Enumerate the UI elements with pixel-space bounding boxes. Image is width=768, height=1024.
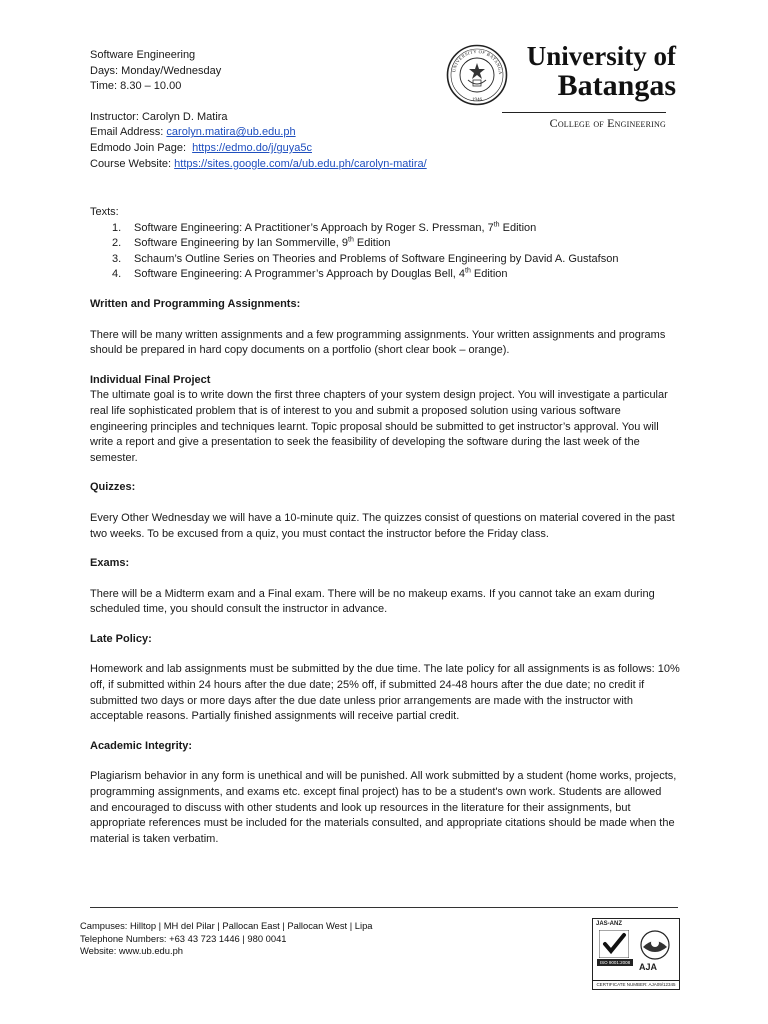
email-link[interactable]: carolyn.matira@ub.edu.ph: [166, 126, 296, 139]
late-policy-heading: Late Policy:: [90, 632, 152, 645]
late-policy-body: Homework and lab assignments must be submitted by the due time. The late policy for all assignments is as follows: 10% off, if submitted within 24 hours after the due date; 25% off, if submitted 24-48 hours after the due date; no credit if submitted two days or more days after the due date unless prior arrangements are made with the instructor with acceptable reasons. Partially finished assignments will receive partial credit.: [90, 663, 680, 723]
footer-website: Website: www.ub.edu.ph: [80, 945, 184, 957]
aja-globe-icon: [639, 929, 671, 961]
academic-integrity-heading: Academic Integrity:: [90, 739, 193, 752]
texts-label: Texts:: [90, 206, 119, 218]
checkmark-logo-icon: [599, 930, 629, 958]
cert-iso-label: ISO 9001:2008: [597, 959, 633, 966]
website-row: [90, 157, 450, 173]
written-heading: Written and Programming Assignments:: [90, 297, 301, 310]
college-name-text: College of Engineering: [549, 116, 666, 130]
seal-year: 1946: [472, 98, 482, 103]
course-website-link[interactable]: https://sites.google.com/a/ub.edu.ph/carolyn-matira/: [174, 157, 427, 170]
website-label: Course Website:: [90, 157, 175, 170]
syllabus-body: [90, 205, 680, 847]
footer-phone: Telephone Numbers: +63 43 723 1446 | 980 0041: [80, 932, 287, 944]
university-logo: [446, 41, 676, 134]
footer-info: [80, 920, 500, 958]
course-days: Days: Monday/Wednesday: [90, 64, 222, 77]
cert-number: CERTIFICATE NUMBER: AJA09/12345: [593, 980, 679, 987]
texts-list: [90, 221, 680, 283]
course-title: Software Engineering: [90, 49, 196, 61]
list-item: 2. Software Engineering by Ian Sommerville, 9th Edition: [112, 236, 391, 250]
academic-integrity-body: Plagiarism behavior in any form is unethical and will be punished. All work submitted by a student (home works, projects, programming assignments, and exams etc. except final project) has to be a student's own work. Students are allowed and encouraged to discuss with other students and look up resources in the literature for their assignments, but appropriate references must be included for the materials consulted, and appropriate citations should be made when the material is taken verbatim.: [90, 770, 677, 845]
list-item: 4. Software Engineering: A Programmer’s Approach by Douglas Bell, 4th Edition: [112, 267, 508, 281]
university-name-line1: University of: [526, 41, 676, 71]
project-heading: Individual Final Project: [90, 373, 211, 386]
college-name: [502, 112, 666, 131]
edmodo-row: [90, 141, 450, 157]
written-body: There will be many written assignments and a few programming assignments. Your written assignments and programs should be prepared in hard copy documents on a portfolio (short clear book – orange).: [90, 328, 666, 357]
university-name: [508, 42, 676, 100]
certification-badge: [592, 918, 680, 990]
cert-aja-label: AJA: [639, 962, 658, 972]
edmodo-label: Edmodo Join Page:: [90, 141, 193, 154]
exams-heading: Exams:: [90, 557, 130, 570]
email-row: [90, 125, 450, 141]
list-item: 1. Software Engineering: A Practitioner’s Approach by Roger S. Pressman, 7th Edition: [112, 220, 537, 234]
university-name-line2: Batangas: [557, 69, 676, 102]
university-seal-icon: [446, 44, 508, 106]
footer-divider: [90, 907, 678, 908]
footer-campuses: Campuses: Hilltop | MH del Pilar | Pallocan East | Pallocan West | Lipa: [80, 920, 373, 931]
email-label: Email Address:: [90, 126, 167, 139]
course-info: [90, 48, 450, 172]
quizzes-body: Every Other Wednesday we will have a 10-minute quiz. The quizzes consist of questions on material covered in the past two weeks. To be excused from a quiz, you must contact the instructor before the Friday class.: [90, 511, 675, 540]
instructor-name: Instructor: Carolyn D. Matira: [90, 110, 228, 123]
exams-body: There will be a Midterm exam and a Final exam. There will be no makeup exams. If you cannot take an exam during scheduled time, you should consult the instructor in advance.: [90, 587, 655, 616]
seal-text: UNIVERSITY OF BATANGA: [451, 48, 504, 75]
edmodo-link[interactable]: https://edmo.do/j/guya5c: [192, 141, 312, 154]
project-body: The ultimate goal is to write down the first three chapters of your system design project. You will investigate a particular real life sophisticated problem that is of interest to you and submit a proposed solution using various software engineering principles and techniques learnt. Topic proposal should be submitted to get instructor’s approval. You will write a report and give a presentation to seek the feasibility of developing the software during the last week of the semester.: [90, 389, 668, 464]
course-time: Time: 8.30 – 10.00: [90, 80, 182, 93]
quizzes-heading: Quizzes:: [90, 481, 136, 494]
cert-top-label: JAS-ANZ: [596, 921, 623, 927]
list-item: 3. Schaum’s Outline Series on Theories and Problems of Software Engineering by David A. Gustafson: [112, 252, 619, 265]
